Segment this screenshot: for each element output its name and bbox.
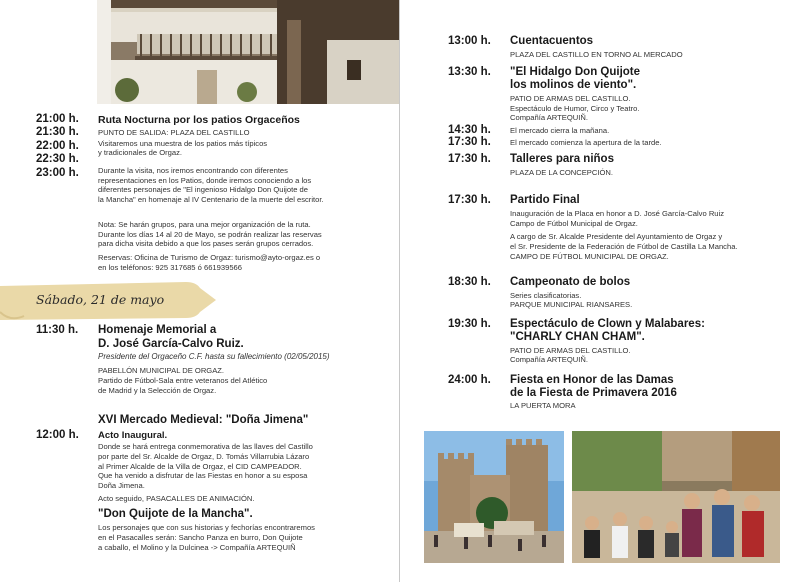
page-divider [399, 0, 400, 582]
ruta-note-line: Nota: Se harán grupos, para una mejor organización de la ruta. [98, 220, 311, 229]
quijote-line: en el Pasacalles serán: Sancho Panza en burro, Don Quijote [98, 533, 303, 542]
event-time: 17:30 h. [448, 136, 491, 148]
event-time: 17:30 h. [448, 153, 491, 165]
festival-photo [572, 431, 780, 563]
mercado-line: Que ha venido a disfrutar de las Fiestas en honor a su esposa [98, 471, 308, 480]
time-label: 23:00 h. [36, 167, 79, 179]
mercado-title: XVI Mercado Medieval: "Doña Jimena" [98, 414, 309, 426]
mercado-after: Acto seguido, PASACALLES DE ANIMACIÓN. [98, 494, 255, 503]
quijote-title: "Don Quijote de la Mancha". [98, 508, 253, 520]
event-title: "El Hidalgo Don Quijote [510, 66, 641, 78]
event-line: A cargo de Sr. Alcalde Presidente del Ayuntamiento de Orgaz y [510, 232, 723, 241]
mercado-line: Doña Jimena. [98, 481, 145, 490]
castle-photo [424, 431, 564, 563]
homenaje-title-line: Homenaje Memorial a [98, 324, 217, 336]
event-time: 13:30 h. [448, 66, 491, 78]
event-title: Partido Final [510, 194, 580, 206]
event-line: El mercado comienza la apertura de la tarde. [510, 138, 662, 147]
event-line: PATIO DE ARMAS DEL CASTILLO. [510, 94, 631, 103]
homenaje-line: de Madrid y la Selección de Orgaz. [98, 386, 217, 395]
homenaje-title-line: D. José García-Calvo Ruiz. [98, 338, 244, 350]
quijote-line: Los personajes que con sus historias y fechorías encontraremos [98, 523, 315, 532]
ribbon-date-label: Sábado, 21 de mayo [36, 292, 165, 307]
ruta-place: PUNTO DE SALIDA: PLAZA DEL CASTILLO [98, 128, 250, 137]
mercado-line: por parte del Sr. Alcalde de Orgaz, D. Tomás Villarrubia Lázaro [98, 452, 310, 461]
event-line: PARQUE MUNICIPAL RIANSARES. [510, 300, 633, 309]
ruta-note-line: Durante los días 14 al 20 de Mayo, se podrán realizar las reservas [98, 230, 322, 239]
ruta-note-line: para dicha visita debido a que los pases serán grupos cerrados. [98, 239, 314, 248]
homenaje-time: 11:30 h. [36, 324, 79, 336]
event-line: Campo de Fútbol Municipal de Orgaz. [510, 219, 638, 228]
homenaje-line: PABELLÓN MUNICIPAL DE ORGAZ. [98, 366, 225, 375]
event-line: Series clasificatorias. [510, 291, 582, 300]
event-line: el Sr. Presidente de la Federación de Fútbol de Castilla La Mancha. [510, 242, 738, 251]
event-line: PLAZA DEL CASTILLO EN TORNO AL MERCADO [510, 50, 683, 59]
time-label: 21:00 h. [36, 113, 79, 125]
event-title: Espectáculo de Clown y Malabares: [510, 318, 705, 330]
ruta-desc-line: y tradicionales de Orgaz. [98, 148, 182, 157]
mercado-subtitle: Acto Inaugural. [98, 430, 168, 441]
event-time: 17:30 h. [448, 194, 491, 206]
event-time: 19:30 h. [448, 318, 491, 330]
event-line: El mercado cierra la mañana. [510, 126, 610, 135]
ruta-desc-line: representaciones en los Patios, donde iremos conociendo a los [98, 176, 312, 185]
event-time: 13:00 h. [448, 35, 491, 47]
date-ribbon [0, 282, 220, 322]
ruta-reservas-line: en los teléfonos: 925 317685 ó 661939566 [98, 263, 242, 272]
event-time: 24:00 h. [448, 374, 491, 386]
event-title: Fiesta en Honor de las Damas [510, 374, 674, 386]
event-line: PLAZA DE LA CONCEPCIÓN. [510, 168, 613, 177]
mercado-line: Donde se hará entrega conmemorativa de las llaves del Castillo [98, 442, 313, 451]
homenaje-line: Partido de Fútbol-Sala entre veteranos del Atlético [98, 376, 268, 385]
event-time: 18:30 h. [448, 276, 491, 288]
quijote-line: a caballo, el Molino y la Dulcinea -> Compañía ARTEQUIÑ [98, 543, 296, 552]
courtyard-photo [97, 0, 399, 104]
ruta-title: Ruta Nocturna por los patios Orgaceños [98, 114, 300, 126]
event-title: de la Fiesta de Primavera 2016 [510, 387, 677, 399]
ruta-reservas-line: Reservas: Oficina de Turismo de Orgaz: turismo@ayto-orgaz.es o [98, 253, 321, 262]
mercado-time: 12:00 h. [36, 429, 79, 441]
ruta-desc-line: Visitaremos una muestra de los patios más típicos [98, 139, 268, 148]
time-label: 21:30 h. [36, 126, 79, 138]
homenaje-subtitle: Presidente del Orgaceño C.F. hasta su fallecimiento (02/05/2015) [98, 352, 330, 361]
ruta-desc-line: diferentes personajes de "El ingenioso Hidalgo Don Quijote de [98, 185, 308, 194]
time-label: 22:30 h. [36, 153, 79, 165]
event-time: 14:30 h. [448, 124, 491, 136]
event-line: Compañía ARTEQUIÑ. [510, 113, 588, 122]
ruta-desc-line: Durante la visita, nos iremos encontrando con diferentes [98, 166, 288, 175]
event-line: PATIO DE ARMAS DEL CASTILLO. [510, 346, 631, 355]
event-title: Campeonato de bolos [510, 276, 631, 288]
mercado-line: al Primer Alcalde de la Villa de Orgaz, el CID CAMPEADOR. [98, 462, 302, 471]
event-title: Talleres para niños [510, 153, 614, 165]
event-line: Inauguración de la Placa en honor a D. José García-Calvo Ruiz [510, 209, 725, 218]
event-title: los molinos de viento". [510, 79, 637, 91]
event-title: Cuentacuentos [510, 35, 594, 47]
ruta-desc-line: la Mancha" en homenaje al IV Centenario de la muerte del escritor. [98, 195, 324, 204]
event-line: CAMPO DE FÚTBOL MUNICIPAL DE ORGAZ. [510, 252, 669, 261]
event-line: Compañía ARTEQUIÑ. [510, 355, 588, 364]
event-title: "CHARLY CHAN CHAM". [510, 331, 645, 343]
event-line: Espectáculo de Humor, Circo y Teatro. [510, 104, 640, 113]
event-line: LA PUERTA MORA [510, 401, 576, 410]
time-label: 22:00 h. [36, 140, 79, 152]
